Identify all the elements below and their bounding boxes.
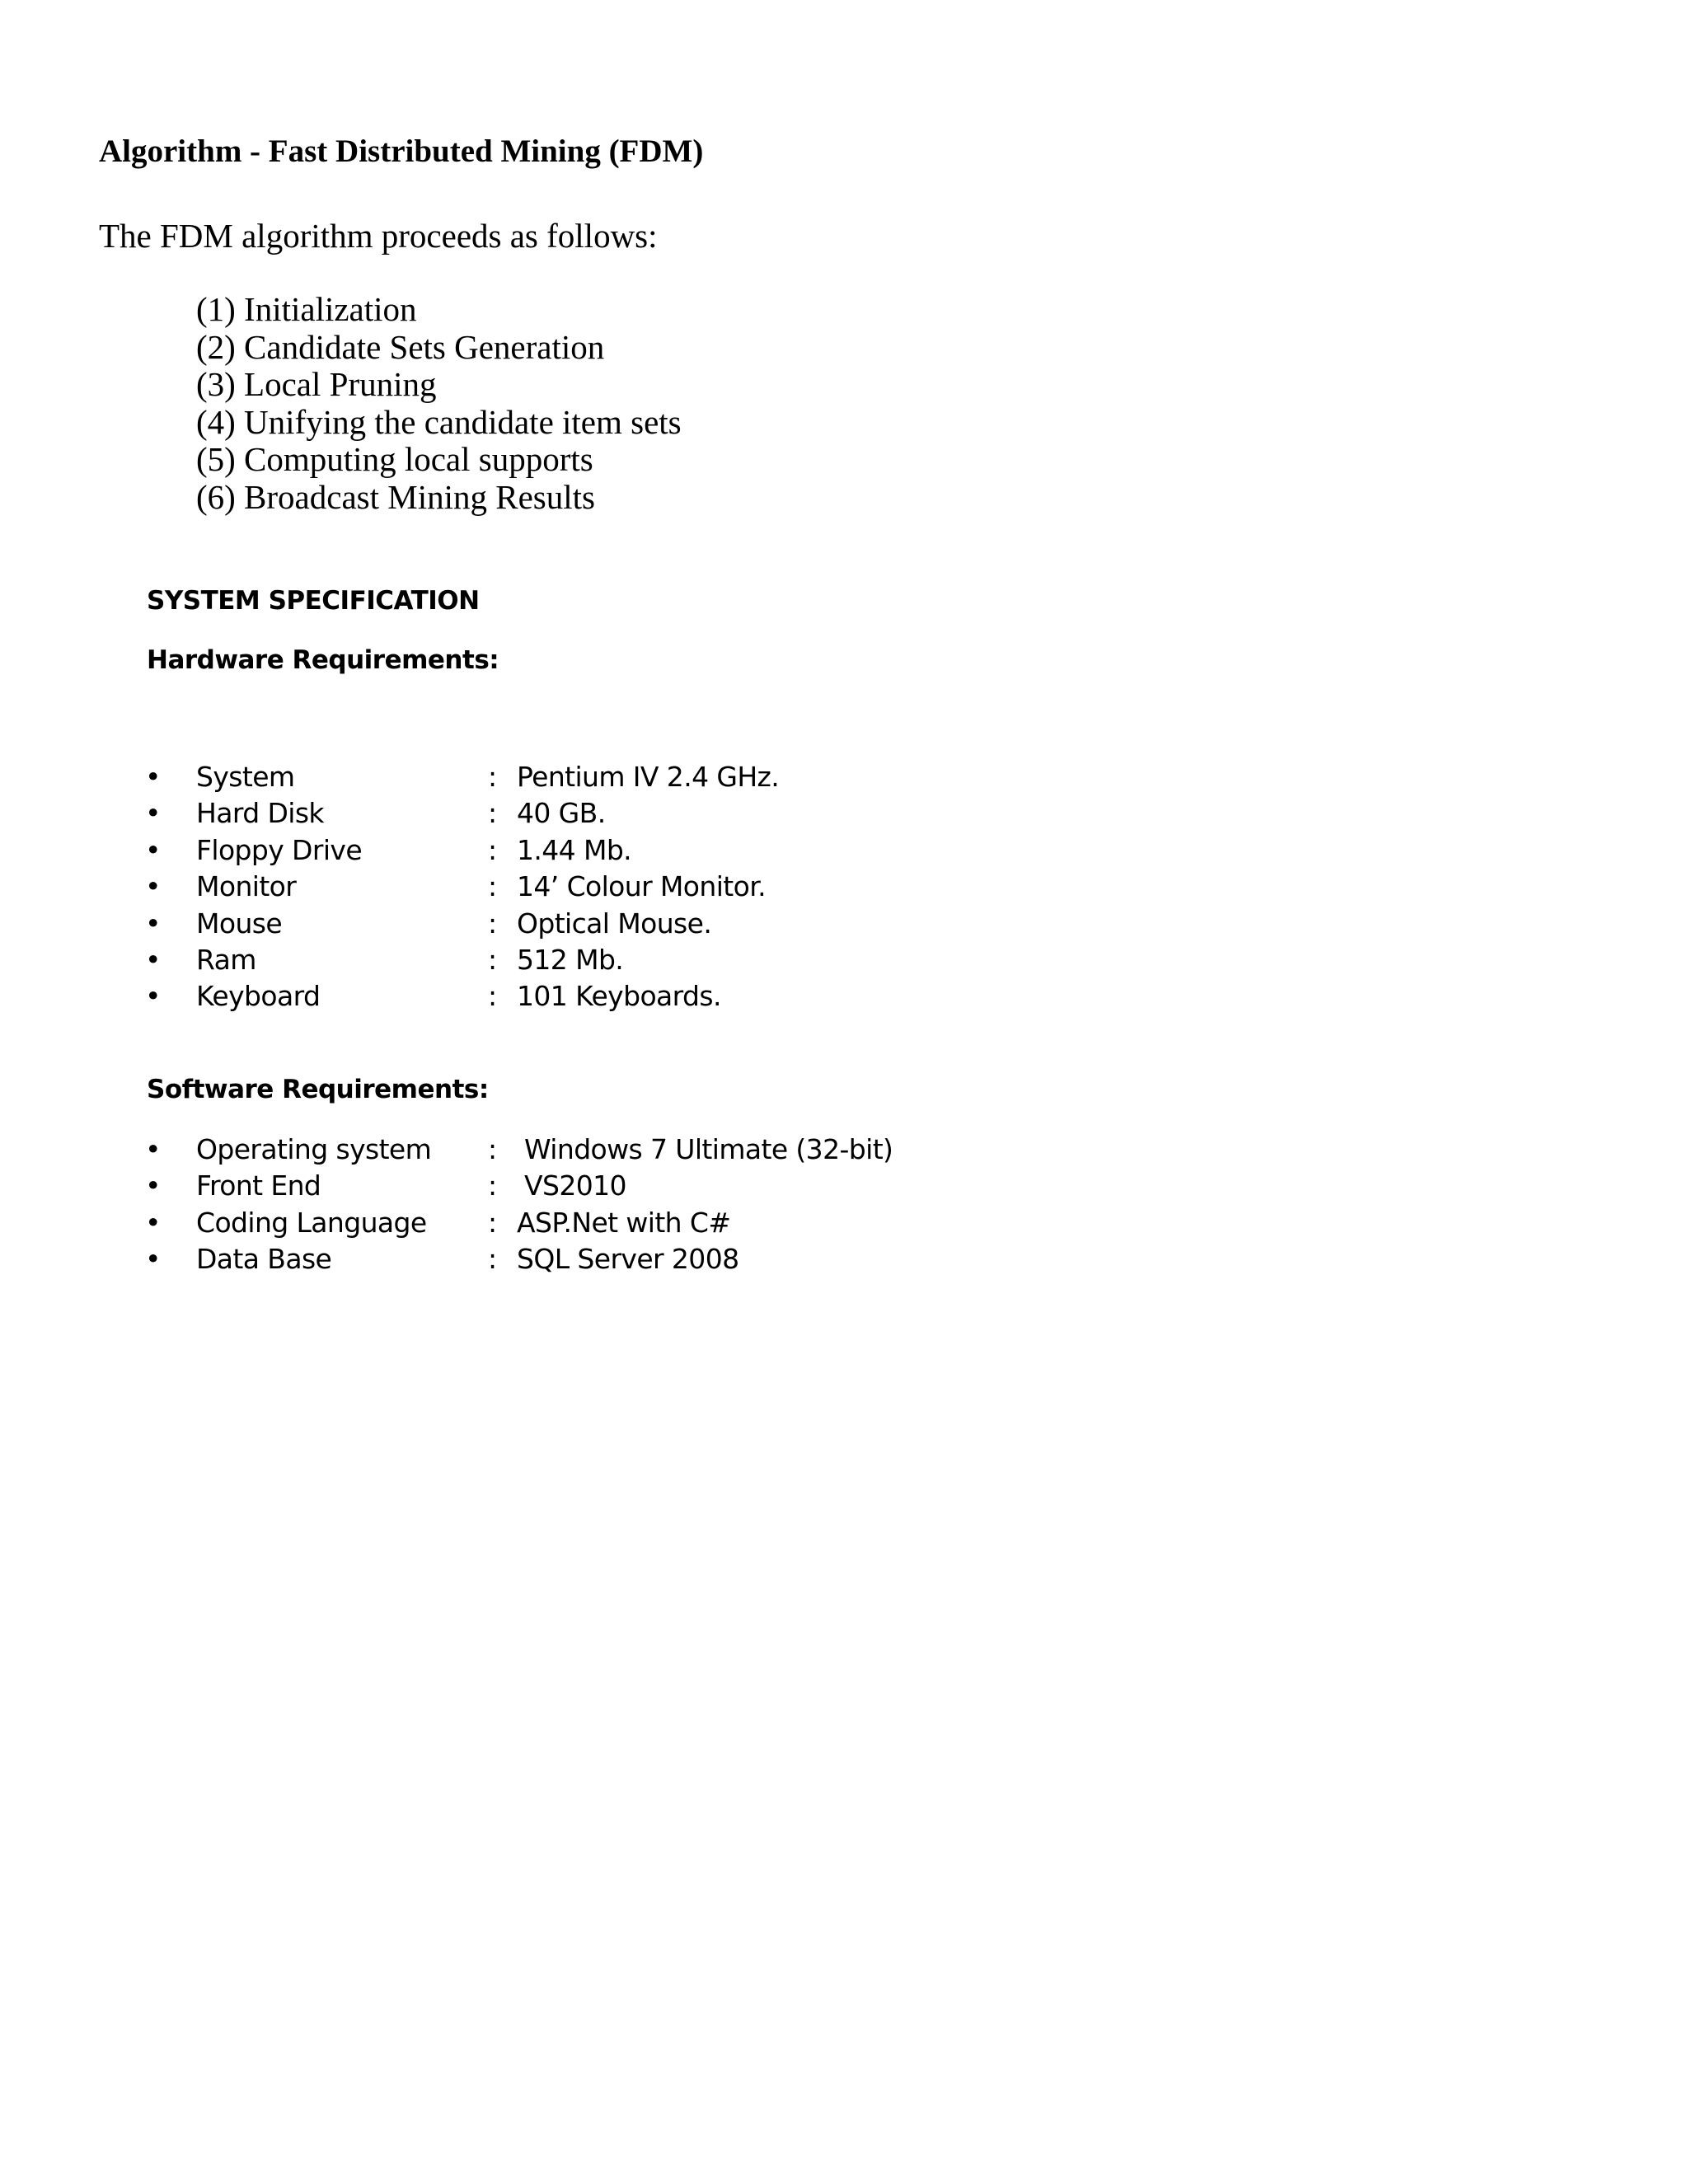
- software-item-label: Coding Language: [196, 1206, 427, 1239]
- software-item-value: ASP.Net with C#: [517, 1206, 731, 1239]
- algorithm-steps-list: [196, 291, 682, 517]
- separator: :: [488, 980, 497, 1013]
- algorithm-step: (6) Broadcast Mining Results: [196, 477, 595, 516]
- separator: :: [488, 1133, 497, 1165]
- bullet-icon: •: [145, 1206, 161, 1239]
- bullet-icon: •: [145, 833, 161, 866]
- hardware-requirements-heading: Hardware Requirements:: [147, 645, 499, 675]
- hardware-item-label: Monitor: [196, 870, 297, 903]
- hardware-item-label: System: [196, 761, 295, 793]
- hardware-item-value: 512 Mb.: [517, 943, 624, 976]
- software-item: [0, 1132, 989, 1168]
- hardware-item-value: Pentium IV 2.4 GHz.: [517, 761, 780, 793]
- hardware-requirements-list: [0, 759, 989, 1015]
- separator: :: [488, 1206, 497, 1239]
- separator: :: [488, 1169, 497, 1202]
- bullet-icon: •: [145, 1133, 161, 1165]
- hardware-item: [0, 869, 989, 905]
- algorithm-step: (1) Initialization: [196, 290, 417, 328]
- software-item-label: Front End: [196, 1169, 321, 1202]
- software-requirements-heading: Software Requirements:: [147, 1075, 489, 1104]
- algorithm-intro: The FDM algorithm proceeds as follows:: [99, 217, 658, 255]
- hardware-item-label: Mouse: [196, 907, 283, 940]
- software-requirements-list: [0, 1132, 989, 1278]
- hardware-item-label: Keyboard: [196, 980, 321, 1013]
- separator: :: [488, 907, 497, 940]
- hardware-item-label: Hard Disk: [196, 797, 324, 830]
- algorithm-step: (5) Computing local supports: [196, 440, 593, 479]
- hardware-item-label: Floppy Drive: [196, 833, 363, 866]
- separator: :: [488, 870, 497, 903]
- bullet-icon: •: [145, 980, 161, 1013]
- hardware-item: [0, 906, 989, 942]
- hardware-item-value: 1.44 Mb.: [517, 833, 632, 866]
- software-item-value: SQL Server 2008: [517, 1243, 739, 1276]
- software-item: [0, 1241, 989, 1277]
- system-specification-heading: SYSTEM SPECIFICATION: [147, 586, 480, 616]
- hardware-item-value: 40 GB.: [517, 797, 606, 830]
- hardware-item: [0, 759, 989, 795]
- hardware-item: [0, 978, 989, 1015]
- hardware-item-label: Ram: [196, 943, 256, 976]
- software-item: [0, 1205, 989, 1241]
- algorithm-step: (2) Candidate Sets Generation: [196, 327, 605, 366]
- software-item-label: Data Base: [196, 1243, 332, 1276]
- separator: :: [488, 943, 497, 976]
- hardware-item: [0, 832, 989, 869]
- software-item-value: VS2010: [524, 1169, 626, 1202]
- software-item: [0, 1168, 989, 1204]
- software-item-value: Windows 7 Ultimate (32-bit): [524, 1133, 893, 1165]
- bullet-icon: •: [145, 1243, 161, 1276]
- hardware-item: [0, 942, 989, 978]
- bullet-icon: •: [145, 907, 161, 940]
- algorithm-title: Algorithm - Fast Distributed Mining (FDM): [99, 134, 704, 169]
- bullet-icon: •: [145, 1169, 161, 1202]
- separator: :: [488, 833, 497, 866]
- bullet-icon: •: [145, 761, 161, 793]
- algorithm-step: (3) Local Pruning: [196, 365, 437, 404]
- bullet-icon: •: [145, 797, 161, 830]
- separator: :: [488, 1243, 497, 1276]
- hardware-item-value: 101 Keyboards.: [517, 980, 721, 1013]
- separator: :: [488, 797, 497, 830]
- software-item-label: Operating system: [196, 1133, 432, 1165]
- separator: :: [488, 761, 497, 793]
- hardware-item: [0, 795, 989, 832]
- hardware-item-value: Optical Mouse.: [517, 907, 712, 940]
- bullet-icon: •: [145, 943, 161, 976]
- hardware-item-value: 14’ Colour Monitor.: [517, 870, 767, 903]
- bullet-icon: •: [145, 870, 161, 903]
- algorithm-step: (4) Unifying the candidate item sets: [196, 402, 682, 441]
